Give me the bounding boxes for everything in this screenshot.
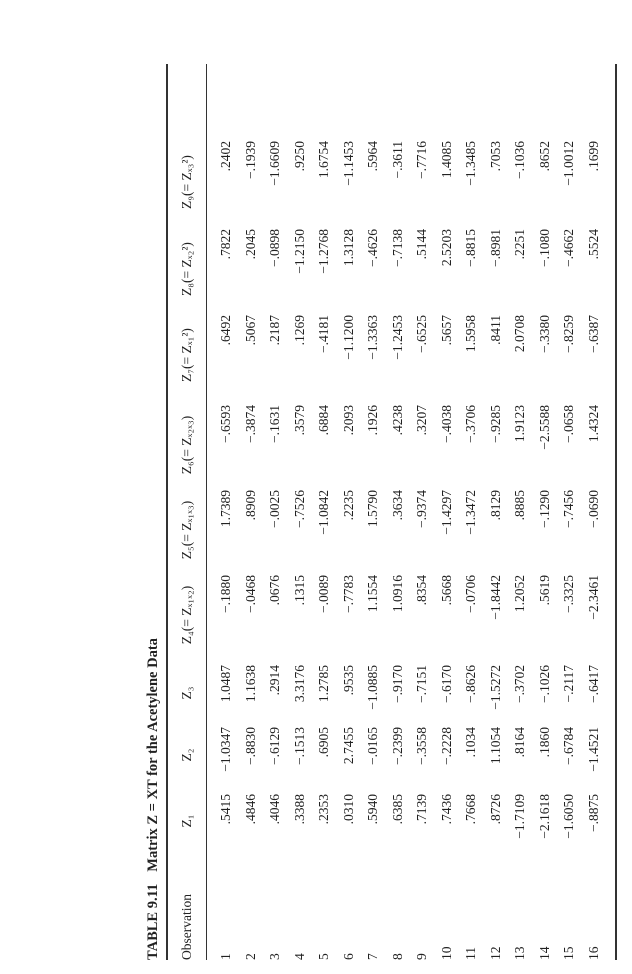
column-cells	[205, 405, 606, 485]
table-cell: −.9170	[389, 665, 405, 703]
table-cell: .9250	[291, 141, 307, 172]
table-cell: .3579	[291, 405, 307, 436]
table-cell: .2251	[512, 229, 527, 260]
table-cell: −.3706	[463, 405, 478, 443]
table-title: Matrix Z = XT for the Acetylene Data	[145, 638, 161, 872]
observation-number: 7	[365, 953, 380, 960]
table-cell: .1699	[585, 141, 601, 172]
table-cell: .2353	[316, 794, 331, 825]
table-cell: −.7456	[561, 490, 576, 528]
table-cell: .7436	[438, 794, 454, 825]
table-cell: .5144	[414, 229, 429, 260]
table-cell: −.0468	[242, 575, 258, 613]
table-cell: .4046	[267, 794, 282, 825]
table-cell: −.0706	[463, 575, 478, 613]
table-cell: −.3874	[242, 405, 258, 443]
table-cell: .1034	[463, 727, 478, 758]
table-cell: −1.2150	[291, 229, 307, 274]
table-cell: 2.7455	[340, 727, 356, 765]
table-cell: −.4038	[438, 405, 454, 443]
table-cell: .4238	[389, 405, 405, 436]
table-cell: −.8830	[242, 727, 258, 765]
observation-number: 13	[512, 946, 527, 960]
table-cell: −.0025	[267, 490, 282, 528]
column-header: Z₁	[179, 814, 194, 828]
table-cell: 1.9123	[512, 405, 527, 443]
table-cell: −.4662	[561, 229, 576, 267]
table-caption	[142, 638, 164, 960]
column-cells	[205, 490, 606, 570]
table-cell: −.0898	[267, 229, 282, 267]
column-cells	[205, 141, 606, 223]
table-cell: −.3380	[536, 315, 552, 353]
table-cell: −.9374	[414, 490, 429, 528]
table-cell: .9535	[340, 665, 356, 696]
table-cell: −1.2768	[316, 229, 331, 274]
table-cell: −.6525	[414, 315, 429, 353]
table-cell: −1.0885	[365, 665, 380, 710]
table-cell: −1.0347	[218, 727, 233, 772]
table-cell: −.8875	[585, 794, 601, 832]
table-cell: −.1290	[536, 490, 552, 528]
column-cells	[205, 229, 606, 309]
table-cell: −1.3472	[463, 490, 478, 535]
table-cell: .5524	[585, 229, 601, 260]
table-cell: .8726	[487, 794, 503, 825]
table-cell: 1.6754	[316, 141, 331, 179]
table-cell: .1926	[365, 405, 380, 436]
table-cell: 1.2052	[512, 575, 527, 613]
table-cell: 1.1638	[242, 665, 258, 703]
table-cell: −.1080	[536, 229, 552, 267]
table-cell: .5619	[536, 575, 552, 606]
observation-number: 8	[389, 953, 405, 960]
table-cell: −.3611	[389, 141, 405, 179]
table-cell: .0676	[267, 575, 282, 606]
table-cell: −.4626	[365, 229, 380, 267]
table-cell: .8354	[414, 575, 429, 606]
table-cell: −.1036	[512, 141, 527, 179]
table-cell: −.0690	[585, 490, 601, 528]
observation-number: 6	[340, 953, 356, 960]
table-cell: −.7138	[389, 229, 405, 267]
table-cell: −1.6609	[267, 141, 282, 186]
column-6	[169, 490, 606, 570]
table-cell: .5657	[438, 315, 454, 346]
column-cells	[205, 315, 606, 395]
table-cell: −.7526	[291, 490, 307, 528]
column-cells	[205, 794, 606, 848]
table-cell: 1.2785	[316, 665, 331, 703]
table-cell: −2.3461	[585, 575, 601, 620]
table-cell: .8652	[536, 141, 552, 172]
table-cell: −1.3363	[365, 315, 380, 360]
table-cell: 1.1054	[487, 727, 503, 765]
table-cell: −.7783	[340, 575, 356, 613]
table-cell: .5964	[365, 141, 380, 172]
observation-number: 15	[561, 946, 576, 960]
table-cell: .1269	[291, 315, 307, 346]
table-cell: −1.0012	[561, 141, 576, 186]
table-cell: −.1939	[242, 141, 258, 179]
table-cell: .5415	[218, 794, 233, 825]
table-cell: −.8259	[561, 315, 576, 353]
table-cell: .6884	[316, 405, 331, 436]
table-cell: −1.2453	[389, 315, 405, 360]
table-cell: −1.1200	[340, 315, 356, 360]
table-cell: −2.5588	[536, 405, 552, 450]
table-cell: .7139	[414, 794, 429, 825]
table-cell: −1.3485	[463, 141, 478, 186]
column-header: Z₉(= Zₓ₃²)	[179, 155, 194, 209]
table-cell: −.1026	[536, 665, 552, 703]
table-cell: 1.4324	[585, 405, 601, 443]
table-cell: .5940	[365, 794, 380, 825]
column-cells	[205, 880, 606, 960]
table-cell: .8885	[512, 490, 527, 521]
table-label: TABLE 9.11	[145, 883, 161, 960]
table-cell: .8909	[242, 490, 258, 521]
table-cell: −.2117	[561, 665, 576, 703]
observation-number: 3	[267, 953, 282, 960]
table-cell: .8164	[512, 727, 527, 758]
table-cell: 2.5203	[438, 229, 454, 267]
column-header: Z₇(= Zₓ₁²)	[179, 328, 194, 382]
table-cell: 1.0487	[218, 665, 233, 703]
column-header: Observation	[179, 894, 194, 960]
column-cells	[205, 727, 606, 783]
table-cell: 1.4085	[438, 141, 454, 179]
table-cell: −.1513	[291, 727, 307, 765]
table-cell: −.1880	[218, 575, 233, 613]
table-cell: .2402	[218, 141, 233, 172]
table-cell: −2.1618	[536, 794, 552, 839]
table-cell: −.0658	[561, 405, 576, 443]
observation-number: 16	[585, 946, 601, 960]
table-cell: −.3558	[414, 727, 429, 765]
column-header: Z₆(= Zₓ₂ₓ₃)	[179, 415, 194, 475]
column-3	[169, 727, 606, 783]
table-cell: .3207	[414, 405, 429, 436]
table-cell: .6385	[389, 794, 405, 825]
observation-number: 4	[291, 953, 307, 960]
table-cell: −1.0842	[316, 490, 331, 535]
table-cell: −.7716	[414, 141, 429, 179]
table-cell: 1.0916	[389, 575, 405, 613]
table-cell: 1.1554	[365, 575, 380, 613]
table-cell: −.2228	[438, 727, 454, 765]
table-cell: .1315	[291, 575, 307, 606]
table-cell: −.0165	[365, 727, 380, 765]
table-cell: −1.1453	[340, 141, 356, 186]
column-header: Z₅(= Zₓ₁ₓ₃)	[179, 500, 194, 560]
table-cell: −.6417	[585, 665, 601, 703]
table-cell: −.6387	[585, 315, 601, 353]
table-cell: .8411	[487, 315, 503, 345]
table-cell: −.3702	[512, 665, 527, 703]
table-cell: 1.5958	[463, 315, 478, 353]
table-cell: −.0089	[316, 575, 331, 613]
observation-number: 11	[463, 947, 478, 960]
observation-number: 14	[536, 946, 552, 960]
table-cell: −1.4521	[585, 727, 601, 772]
table-cell: 1.5790	[365, 490, 380, 528]
table-cell: .3388	[291, 794, 307, 825]
table-cell: .2045	[242, 229, 258, 260]
table-cell: −.6784	[561, 727, 576, 765]
column-2	[169, 794, 606, 848]
table-cell: −.7151	[414, 665, 429, 703]
column-header: Z₄(= Zₓ₁ₓ₂)	[179, 585, 194, 645]
observation-number: 9	[414, 953, 429, 960]
table-cell: .5067	[242, 315, 258, 346]
table-cell: −1.6050	[561, 794, 576, 839]
table-cell: −.6129	[267, 727, 282, 765]
table-cell: 3.3176	[291, 665, 307, 703]
table-cell: .5668	[438, 575, 454, 606]
observation-number: 2	[242, 953, 258, 960]
observation-number: 12	[487, 946, 503, 960]
table-cell: −1.8442	[487, 575, 503, 620]
column-7	[169, 405, 606, 485]
table-cell: .7053	[487, 141, 503, 172]
table-cell: −1.5272	[487, 665, 503, 710]
table-cell: .8129	[487, 490, 503, 521]
table-cell: −.8626	[463, 665, 478, 703]
table-cell: −1.4297	[438, 490, 454, 535]
column-1	[169, 880, 606, 960]
column-cells	[205, 575, 606, 655]
column-cells	[205, 665, 606, 721]
table-cell: .6492	[218, 315, 233, 346]
observation-number: 1	[218, 953, 233, 960]
column-4	[169, 665, 606, 721]
table-cell: −.6593	[218, 405, 233, 443]
observation-number: 10	[438, 946, 454, 960]
table-cell: .2235	[340, 490, 356, 521]
table-cell: −.8981	[487, 229, 503, 267]
table-cell: .1860	[536, 727, 552, 758]
top-rule	[166, 64, 168, 960]
table-cell: .0310	[340, 794, 356, 825]
rotated-table	[142, 64, 618, 960]
table-cell: −.9285	[487, 405, 503, 443]
column-header: Z₂	[179, 748, 194, 762]
table-cell: 1.3128	[340, 229, 356, 267]
table-cell: .6905	[316, 727, 331, 758]
observation-number: 5	[316, 953, 331, 960]
column-header: Z₃	[179, 686, 194, 700]
table-cell: −.1631	[267, 405, 282, 443]
table-cell: 1.7389	[218, 490, 233, 528]
table-cell: .3634	[389, 490, 405, 521]
table-cell: −.6170	[438, 665, 454, 703]
column-9	[169, 229, 606, 309]
table-cell: .2093	[340, 405, 356, 436]
bottom-rule	[615, 64, 617, 960]
column-10	[169, 141, 606, 223]
column-header: Z₈(= Zₓ₂²)	[179, 242, 194, 296]
table-cell: .7668	[463, 794, 478, 825]
table-cell: 2.0708	[512, 315, 527, 353]
table-cell: −.2399	[389, 727, 405, 765]
table-cell: −.4181	[316, 315, 331, 353]
table-cell: −1.7109	[512, 794, 527, 839]
table-cell: .2914	[267, 665, 282, 696]
column-5	[169, 575, 606, 655]
table-cell: −.3325	[561, 575, 576, 613]
table-cell: .4846	[242, 794, 258, 825]
column-8	[169, 315, 606, 395]
table-cell: .2187	[267, 315, 282, 346]
table-cell: −.8815	[463, 229, 478, 267]
table-cell: .7822	[218, 229, 233, 260]
